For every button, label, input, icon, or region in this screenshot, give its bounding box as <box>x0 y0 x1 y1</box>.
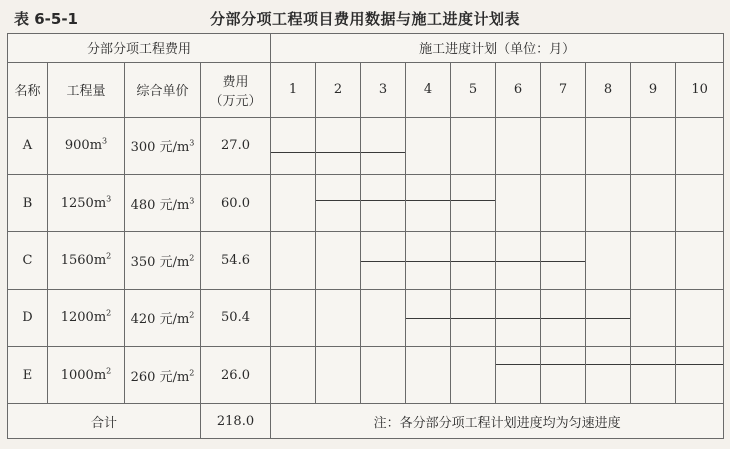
unit-exponent: 2 <box>106 366 112 376</box>
cell-text: 480 元/m <box>130 197 190 213</box>
unit-exponent: 2 <box>189 310 195 320</box>
month-cell <box>361 346 406 403</box>
month-header: 1 <box>271 62 316 117</box>
month-cell <box>586 175 631 232</box>
month-cell <box>541 117 586 174</box>
schedule-bar <box>586 318 630 319</box>
table-caption <box>0 6 730 30</box>
schedule-bar <box>586 364 630 365</box>
cell-text: 900 <box>64 138 90 154</box>
cell-text: m <box>93 253 107 268</box>
cost-header-line1: 费用 <box>222 74 249 90</box>
month-header: 10 <box>676 62 724 117</box>
schedule-bar <box>496 318 540 319</box>
month-cell <box>631 346 676 403</box>
unit-exponent: 2 <box>106 308 112 318</box>
item-unit-price <box>125 346 201 403</box>
item-cost: 50.4 <box>201 289 271 346</box>
month-cell <box>541 346 586 403</box>
month-cell <box>406 175 451 232</box>
unit-exponent: 3 <box>102 137 108 147</box>
month-cell <box>451 289 496 346</box>
month-cell <box>361 289 406 346</box>
month-cell <box>676 232 724 289</box>
month-cell <box>361 232 406 289</box>
item-quantity <box>48 117 125 174</box>
month-cell <box>496 289 541 346</box>
month-cell <box>361 175 406 232</box>
schedule-bar <box>541 364 585 365</box>
schedule-bar <box>541 261 585 262</box>
month-cell <box>496 232 541 289</box>
item-name: E <box>8 346 48 403</box>
item-cost: 27.0 <box>201 117 271 174</box>
month-cell <box>586 117 631 174</box>
month-cell <box>631 117 676 174</box>
table-row <box>8 346 724 403</box>
unit-exponent: 3 <box>189 196 195 206</box>
cell-text: 420 元/m <box>130 312 190 328</box>
month-cell <box>451 117 496 174</box>
month-cell <box>406 232 451 289</box>
cell-text: m <box>93 195 107 211</box>
quantity-header: 工程量 <box>48 62 125 117</box>
item-name: A <box>8 117 48 174</box>
cell-text: 1200 <box>60 310 94 326</box>
cost-header <box>201 62 271 117</box>
month-cell <box>586 232 631 289</box>
month-cell <box>271 289 316 346</box>
cell-text: 1560 <box>60 253 94 268</box>
total-label: 合计 <box>8 404 201 439</box>
month-cell <box>541 232 586 289</box>
schedule-bar <box>271 152 315 153</box>
month-header: 4 <box>406 62 451 117</box>
month-cell <box>451 346 496 403</box>
month-cell <box>541 175 586 232</box>
schedule-bar <box>451 261 495 262</box>
schedule-bar <box>541 318 585 319</box>
item-cost: 26.0 <box>201 346 271 403</box>
month-cell <box>496 175 541 232</box>
month-cell <box>316 117 361 174</box>
unit-exponent: 3 <box>106 194 112 204</box>
month-header: 7 <box>541 62 586 117</box>
cell-text: 300 元/m <box>130 140 190 156</box>
item-name: D <box>8 289 48 346</box>
month-cell <box>451 232 496 289</box>
cell-text: 1250 <box>60 195 94 211</box>
table-row <box>8 175 724 232</box>
cell-text: m <box>89 138 103 154</box>
schedule-bar <box>406 200 450 201</box>
month-header: 9 <box>631 62 676 117</box>
schedule-bar <box>406 318 450 319</box>
month-cell <box>676 289 724 346</box>
schedule-bar <box>316 152 360 153</box>
schedule-bar <box>406 261 450 262</box>
total-value: 218.0 <box>201 404 271 439</box>
table-row <box>8 289 724 346</box>
schedule-bar <box>451 318 495 319</box>
month-cell <box>271 117 316 174</box>
cost-header-line2: （万元） <box>209 93 262 109</box>
month-cell <box>316 346 361 403</box>
schedule-bar <box>631 364 675 365</box>
month-cell <box>676 117 724 174</box>
item-unit-price <box>125 117 201 174</box>
month-cell <box>451 175 496 232</box>
item-name: B <box>8 175 48 232</box>
item-cost: 54.6 <box>201 232 271 289</box>
month-cell <box>406 117 451 174</box>
table-label: 表 6-5-1 <box>14 10 78 28</box>
month-cell <box>406 346 451 403</box>
schedule-bar <box>496 364 540 365</box>
item-quantity <box>48 175 125 232</box>
item-unit-price <box>125 289 201 346</box>
schedule-note: 注：各分部分项工程计划进度均为匀速进度 <box>271 404 724 439</box>
total-row <box>8 404 724 439</box>
schedule-bar <box>361 200 405 201</box>
unit-exponent: 2 <box>189 368 195 378</box>
unit-exponent: 3 <box>189 139 195 149</box>
month-header: 5 <box>451 62 496 117</box>
item-quantity <box>48 289 125 346</box>
month-cell <box>631 175 676 232</box>
cell-text: 1000 <box>60 367 94 383</box>
unit-exponent: 2 <box>106 251 112 261</box>
month-cell <box>496 117 541 174</box>
cost-group-header: 分部分项工程费用 <box>8 34 271 63</box>
schedule-bar <box>361 152 405 153</box>
header-row-columns <box>8 62 724 117</box>
item-unit-price <box>125 175 201 232</box>
item-cost: 60.0 <box>201 175 271 232</box>
item-quantity <box>48 232 125 289</box>
month-cell <box>541 289 586 346</box>
month-cell <box>676 346 724 403</box>
schedule-bar <box>496 261 540 262</box>
month-cell <box>271 346 316 403</box>
schedule-group-header: 施工进度计划（单位：月） <box>271 34 724 63</box>
schedule-bar <box>316 200 360 201</box>
month-cell <box>586 346 631 403</box>
cell-text: m <box>93 310 107 326</box>
month-cell <box>271 232 316 289</box>
cost-schedule-table <box>7 33 724 439</box>
header-row-group <box>8 34 724 63</box>
schedule-bar <box>676 364 723 365</box>
name-header: 名称 <box>8 62 48 117</box>
schedule-bar <box>361 261 405 262</box>
item-unit-price <box>125 232 201 289</box>
cell-text: 350 元/m <box>130 255 190 270</box>
item-quantity <box>48 346 125 403</box>
month-header: 6 <box>496 62 541 117</box>
month-cell <box>406 289 451 346</box>
month-cell <box>361 117 406 174</box>
month-cell <box>316 289 361 346</box>
unit-exponent: 2 <box>189 253 195 263</box>
month-cell <box>676 175 724 232</box>
month-cell <box>631 232 676 289</box>
item-name: C <box>8 232 48 289</box>
month-cell <box>586 289 631 346</box>
month-cell <box>316 232 361 289</box>
month-header: 3 <box>361 62 406 117</box>
cell-text: m <box>93 367 107 383</box>
month-header: 8 <box>586 62 631 117</box>
month-cell <box>631 289 676 346</box>
cell-text: 260 元/m <box>130 369 190 385</box>
month-header: 2 <box>316 62 361 117</box>
table-row <box>8 117 724 174</box>
month-cell <box>316 175 361 232</box>
table-row <box>8 232 724 289</box>
schedule-bar <box>451 200 495 201</box>
table-title: 分部分项工程项目费用数据与施工进度计划表 <box>210 10 521 28</box>
month-cell <box>496 346 541 403</box>
unit-price-header: 综合单价 <box>125 62 201 117</box>
month-cell <box>271 175 316 232</box>
